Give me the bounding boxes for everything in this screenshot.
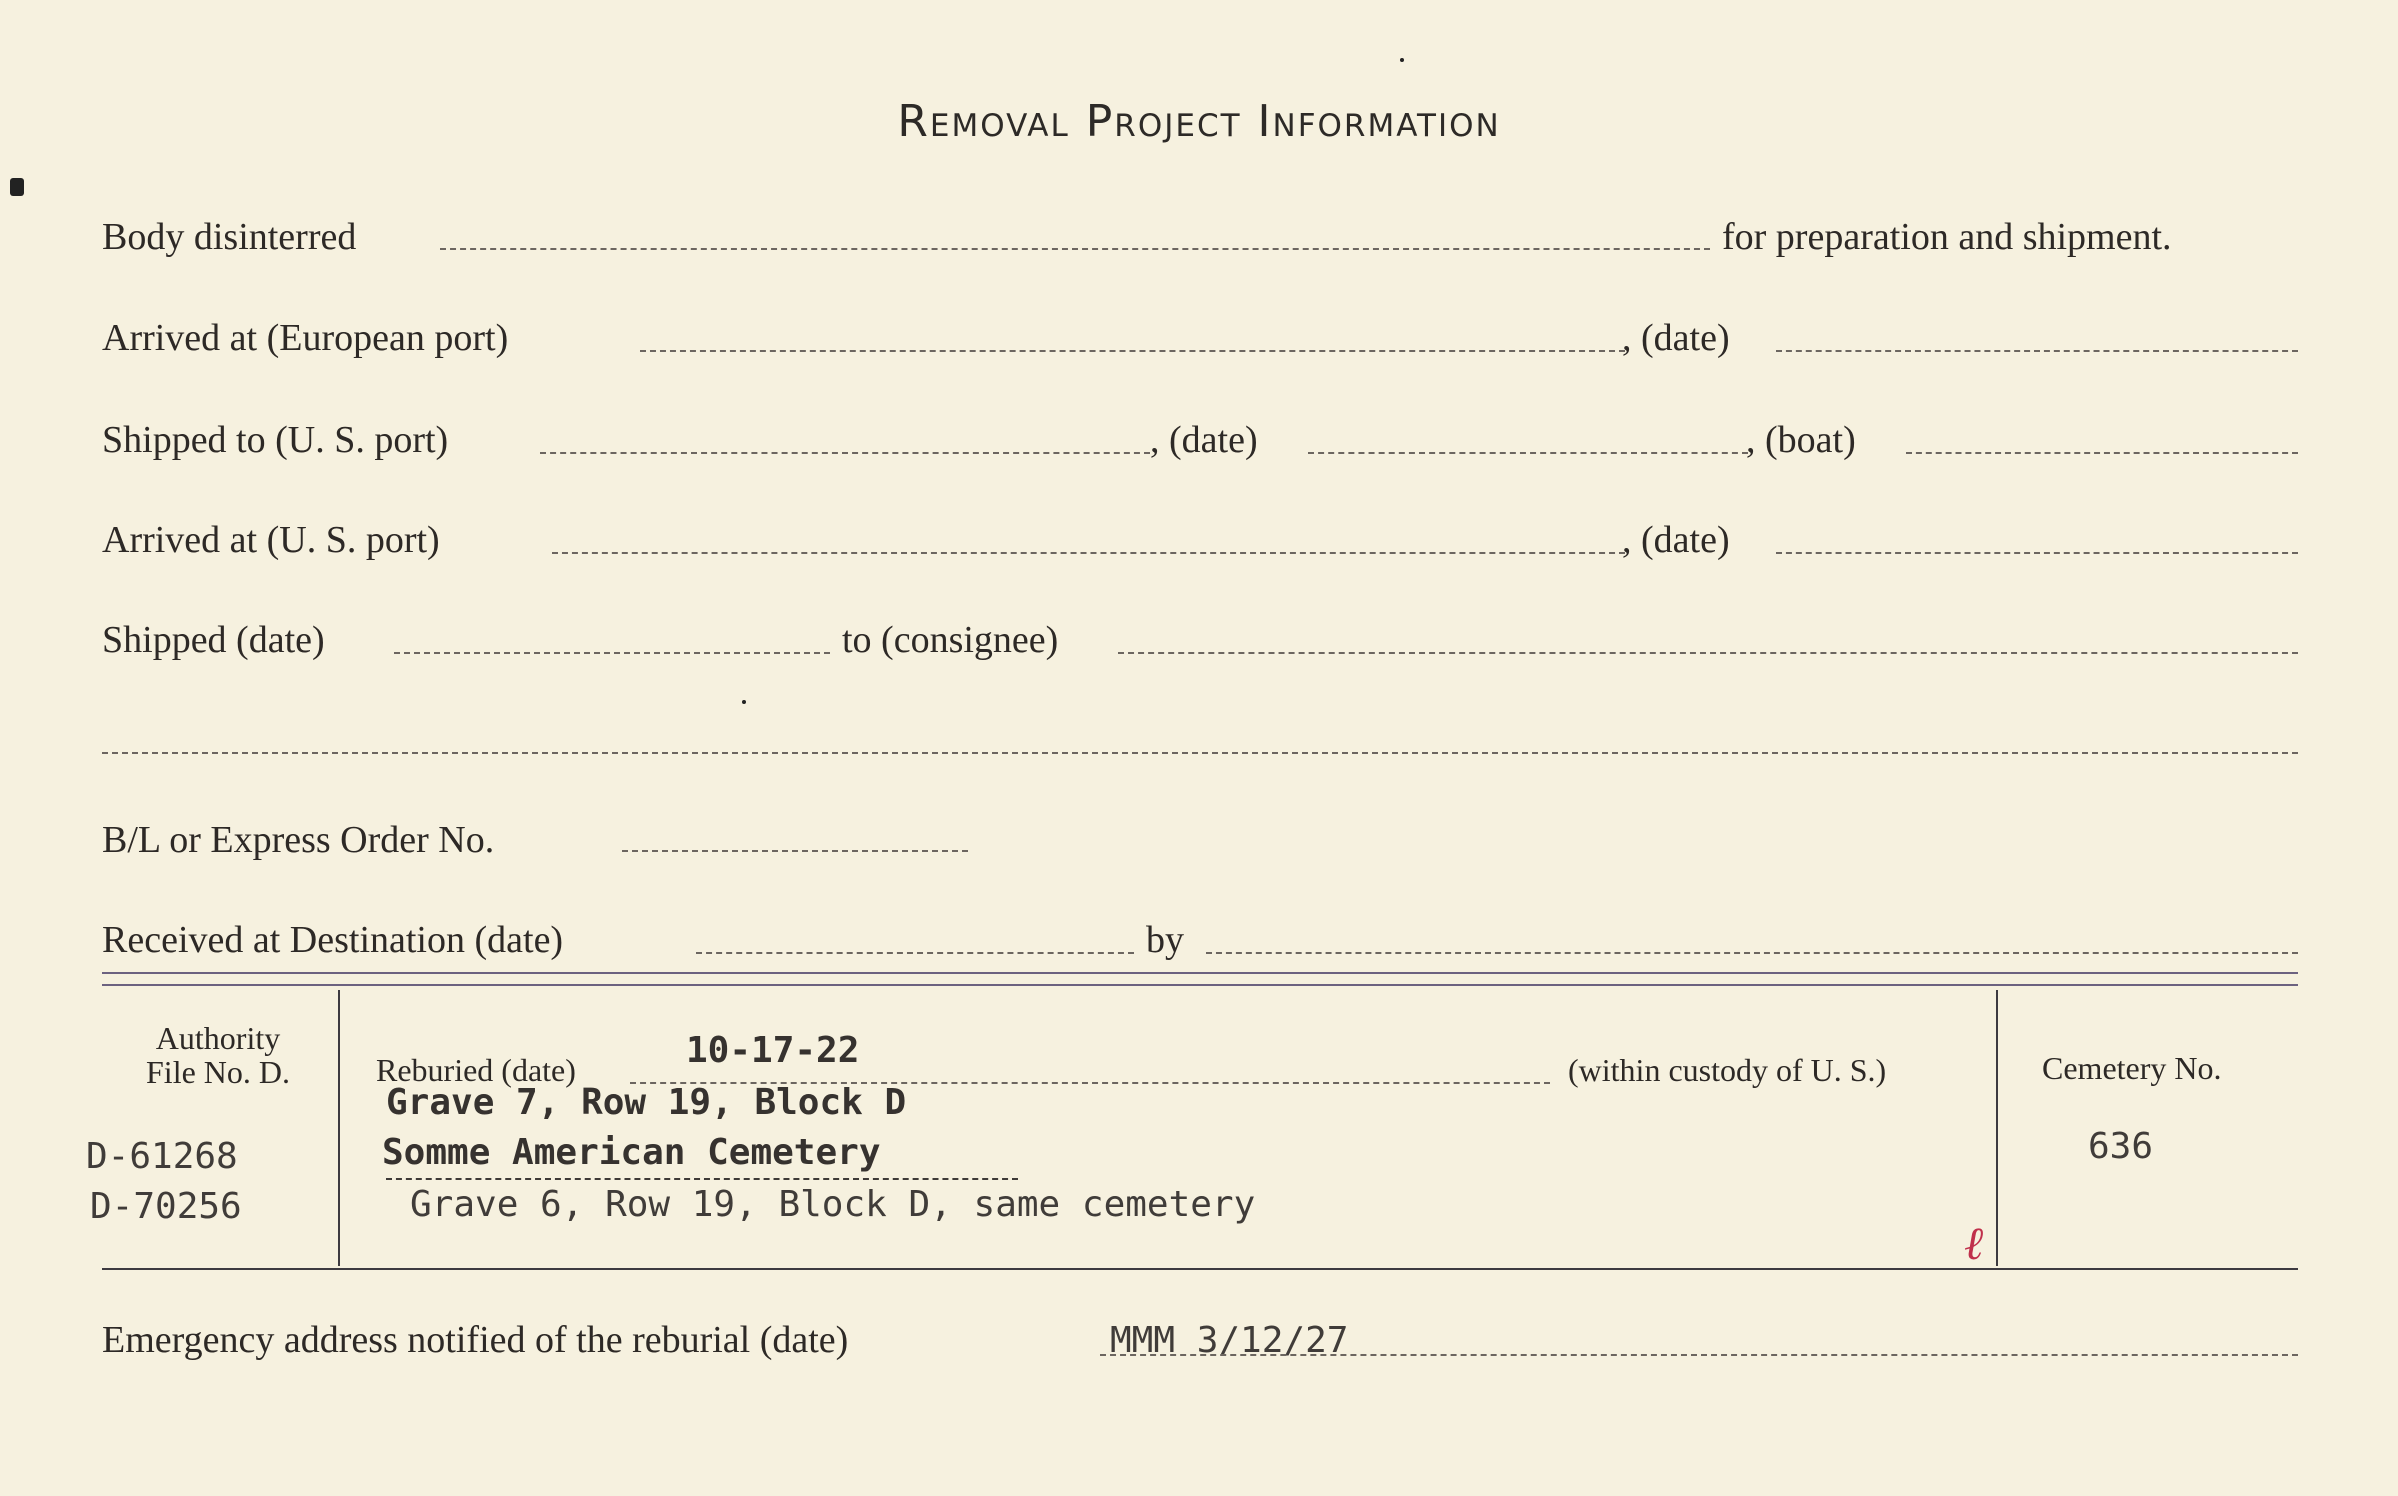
divider-top <box>102 972 2298 974</box>
us-port-arrived-date-field <box>1776 552 2298 554</box>
cemetery-name-underline <box>386 1178 1018 1180</box>
received-by-field <box>1206 952 2298 954</box>
authority-label: Authority <box>155 1020 281 1056</box>
boat-field <box>1906 452 2298 454</box>
consignee-label: to (consignee) <box>842 619 1059 661</box>
us-port-arrived-label: Arrived at (U. S. port) <box>102 519 440 561</box>
european-port-date-label: , (date) <box>1622 317 1730 359</box>
received-destination-field <box>696 952 1134 954</box>
cemetery-name-line: Somme American Cemetery <box>382 1132 881 1173</box>
body-disinterred-label: Body disinterred <box>102 216 357 258</box>
file-no-label: File No. D. <box>146 1054 290 1090</box>
us-port-shipped-label: Shipped to (U. S. port) <box>102 419 449 461</box>
emergency-address-field <box>1100 1354 2298 1356</box>
grave-line: Grave 7, Row 19, Block D <box>386 1082 907 1123</box>
us-port-arrived-date-label: , (date) <box>1622 519 1730 561</box>
form-title: Removal Project Information <box>897 96 1501 147</box>
ink-speck <box>1400 58 1404 62</box>
consignee-field <box>1118 652 2298 654</box>
emergency-address-value: MMM 3/12/27 <box>1110 1320 1349 1361</box>
corrected-grave-line: Grave 6, Row 19, Block D, same cemetery <box>410 1184 1256 1225</box>
received-by-label: by <box>1146 919 1184 961</box>
us-port-shipped-field <box>540 452 1150 454</box>
boat-label: , (boat) <box>1746 419 1856 461</box>
reburied-date-label: Reburied (date) <box>376 1052 576 1088</box>
european-port-date-field <box>1776 350 2298 352</box>
preparation-shipment-label: for preparation and shipment. <box>1722 216 2172 258</box>
authority-file-number: D-70256 <box>90 1186 242 1227</box>
divider-top-2 <box>102 984 2298 986</box>
shipped-date-label: Shipped (date) <box>102 619 325 661</box>
us-port-arrived-field <box>552 552 1625 554</box>
body-disinterred-field <box>440 248 1710 250</box>
authority-file-number: D-61268 <box>86 1136 238 1177</box>
european-port-label: Arrived at (European port) <box>102 317 509 359</box>
received-destination-label: Received at Destination (date) <box>102 919 564 961</box>
correction-mark-icon: ℓ <box>1964 1216 1984 1270</box>
consignee-continuation-field <box>102 752 2298 754</box>
authority-column-divider <box>338 990 340 1266</box>
european-port-field <box>640 350 1625 352</box>
shipped-date-field <box>394 652 830 654</box>
custody-label: (within custody of U. S.) <box>1568 1052 1887 1088</box>
cemetery-column-divider <box>1996 990 1998 1266</box>
cemetery-number: 636 <box>2088 1126 2154 1167</box>
punch-mark <box>10 178 24 196</box>
cemetery-no-label: Cemetery No. <box>2042 1050 2222 1086</box>
reburied-date-value: 10-17-22 <box>686 1030 860 1071</box>
bl-order-field <box>622 850 968 852</box>
emergency-address-label: Emergency address notified of the reburial (date) <box>102 1319 849 1361</box>
us-port-shipped-date-label: , (date) <box>1150 419 1258 461</box>
divider-bottom <box>102 1268 2298 1270</box>
bl-order-label: B/L or Express Order No. <box>102 819 495 861</box>
us-port-shipped-date-field <box>1308 452 1748 454</box>
ink-speck <box>742 700 746 704</box>
